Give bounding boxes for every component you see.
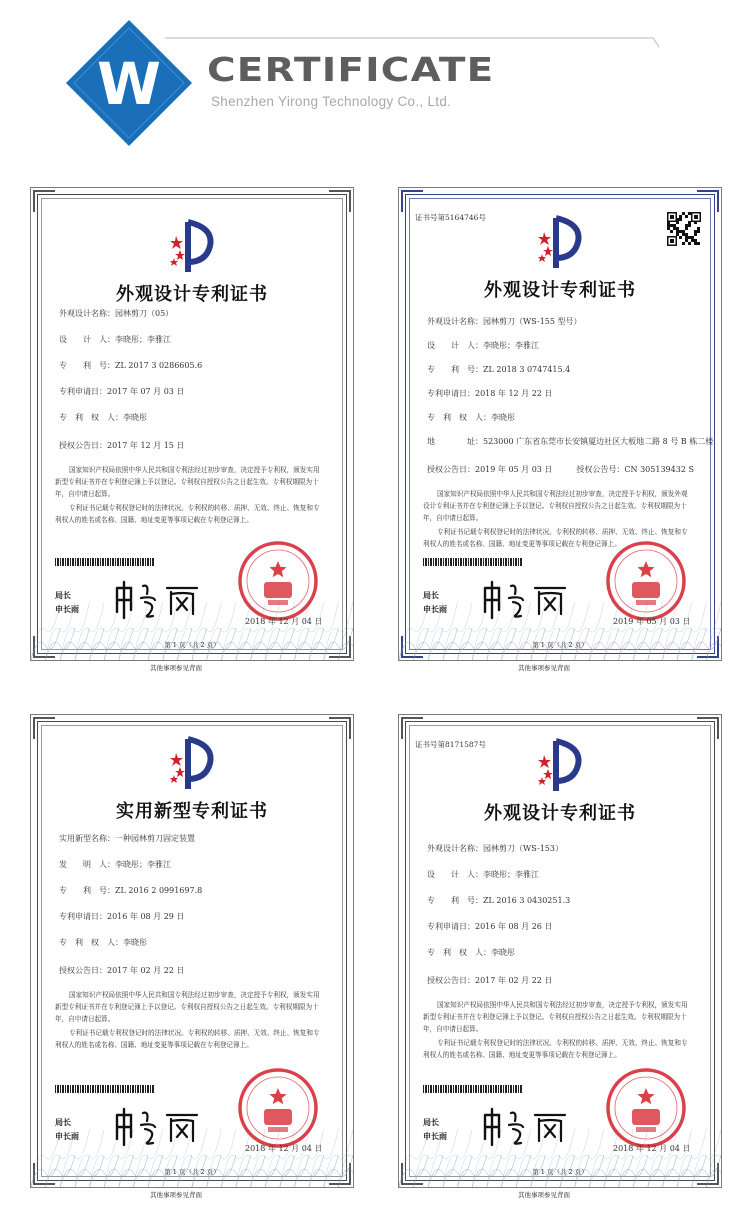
certificate-number: 证书号第8171587号 — [415, 740, 486, 749]
page-number: 第 1 页（共 2 页） — [164, 1168, 220, 1176]
certificate-field: 地 址：523000 广东省东莞市长安镇厦边社区大板地二路 8 号 B 栋二楼 — [427, 437, 714, 446]
frame-corner — [33, 190, 55, 212]
barcode — [55, 558, 155, 566]
barcode — [423, 558, 523, 566]
certificate-paragraph: 国家知识产权局依照中华人民共和国专利法经过初步审查，决定授予专利权，颁发实用新型专利证书并在专利登记簿上予以登记。专利权自授权公告之日起生效。专利权期限为十年，自申请日起算。 — [55, 991, 320, 1023]
handwritten-signature — [113, 580, 203, 620]
official-seal — [605, 1067, 687, 1149]
certificate-field: 专 利 号：ZL 2018 3 0747415.4 — [427, 365, 571, 374]
seal-date: 2018 年 12 月 04 日 — [245, 1144, 323, 1153]
certificate-field: 外观设计名称：园林剪刀（WS-155 型号） — [427, 317, 582, 326]
frame-corner — [401, 717, 423, 739]
header-rule — [165, 37, 660, 49]
certificate-paragraph: 专利证书记载专利权登记时的法律状况。专利权的转移、质押、无效、终止、恢复和专利权人的姓名或名称、国籍、地址变更等事项记载在专利登记簿上。 — [423, 528, 688, 548]
certificate-number: 证书号第5164746号 — [415, 213, 486, 222]
certificate-field: 专利申请日：2017 年 07 月 03 日 — [59, 387, 185, 396]
signatory-name: 申长雨 — [55, 605, 79, 614]
certificate-field: 设 计 人：李晓彤；李雅江 — [427, 341, 539, 350]
handwritten-signature — [113, 1107, 203, 1147]
certificate-paragraph: 专利证书记载专利权登记时的法律状况。专利权的转移、质押、无效、终止、恢复和专利权人的姓名或名称、国籍、地址变更等事项记载在专利登记簿上。 — [55, 1029, 320, 1049]
certificate-field: 实用新型名称：一种园林剪刀固定装置 — [59, 834, 195, 843]
certificate-field: 授权公告日：2019 年 05 月 03 日 授权公告号：CN 305139432 S — [427, 465, 694, 474]
see-reverse-note: 其他事项参见背面 — [518, 1191, 570, 1199]
page-number: 第 1 页（共 2 页） — [164, 641, 220, 649]
signatory-title: 局长 — [423, 591, 439, 600]
certificate-field: 专利申请日：2018 年 12 月 22 日 — [427, 389, 553, 398]
certificate-field: 专 利 权 人：李晓彤 — [59, 938, 147, 947]
patent-certificate — [398, 187, 722, 661]
patent-certificate — [30, 187, 354, 661]
signatory-name: 申长雨 — [55, 1132, 79, 1141]
logo-letter: W — [97, 50, 161, 118]
patent-office-emblem-icon — [538, 737, 584, 795]
certificate-field: 授权公告日：2017 年 02 月 22 日 — [59, 966, 185, 975]
certificate-field: 专 利 号：ZL 2016 3 0430251.3 — [427, 896, 571, 905]
signatory-name: 申长雨 — [423, 1132, 447, 1141]
seal-date: 2018 年 12 月 04 日 — [245, 617, 323, 626]
see-reverse-note: 其他事项参见背面 — [150, 1191, 202, 1199]
patent-certificate — [398, 714, 722, 1188]
signatory-title: 局长 — [423, 1118, 439, 1127]
see-reverse-note: 其他事项参见背面 — [518, 664, 570, 672]
qr-code-icon — [667, 212, 701, 246]
frame-corner — [697, 190, 719, 212]
certificate-field: 专利申请日：2016 年 08 月 26 日 — [427, 922, 553, 931]
certificate-title: 实用新型专利证书 — [116, 801, 268, 822]
frame-corner — [329, 190, 351, 212]
certificate-paragraph: 专利证书记载专利权登记时的法律状况。专利权的转移、质押、无效、终止、恢复和专利权人的姓名或名称、国籍、地址变更等事项记载在专利登记簿上。 — [423, 1039, 688, 1059]
certificate-paragraph: 专利证书记载专利权登记时的法律状况。专利权的转移、质押、无效、终止、恢复和专利权人的姓名或名称、国籍、地址变更等事项记载在专利登记簿上。 — [55, 504, 320, 524]
patent-office-emblem-icon — [170, 735, 216, 793]
signatory-title: 局长 — [55, 591, 71, 600]
signatory-name: 申长雨 — [423, 605, 447, 614]
page-number: 第 1 页（共 2 页） — [532, 641, 588, 649]
frame-corner — [33, 717, 55, 739]
certificate-field: 专 利 权 人：李晓彤 — [59, 413, 147, 422]
certificate-heading: CERTIFICATE — [207, 50, 495, 89]
patent-certificate — [30, 714, 354, 1188]
certificate-field: 专 利 号：ZL 2016 2 0991697.8 — [59, 886, 203, 895]
certificate-field: 授权公告日：2017 年 12 月 15 日 — [59, 441, 185, 450]
certificate-field: 专 利 权 人：李晓彤 — [427, 948, 515, 957]
certificate-field: 专 利 号：ZL 2017 3 0286605.6 — [59, 361, 203, 370]
certificate-paragraph: 国家知识产权局依照中华人民共和国专利法经过初步审查，决定授予专利权，颁发实用新型专利证书并在专利登记簿上予以登记。专利权自授权公告之日起生效。专利权期限为十年，自申请日起算。 — [423, 1001, 688, 1033]
signatory-title: 局长 — [55, 1118, 71, 1127]
certificate-field: 设 计 人：李晓彤；李雅江 — [427, 870, 539, 879]
certificate-field: 设 计 人：李晓彤；李雅江 — [59, 335, 171, 344]
official-seal — [237, 1067, 319, 1149]
frame-corner — [697, 717, 719, 739]
certificate-title: 外观设计专利证书 — [484, 803, 636, 824]
certificate-field: 外观设计名称：园林剪刀（05） — [59, 309, 174, 318]
company-name: Shenzhen Yirong Technology Co., Ltd. — [211, 94, 452, 109]
certificate-paragraph: 国家知识产权局依照中华人民共和国专利法经过初步审查，决定授予专利权，颁发实用新型专利证书并在专利登记簿上予以登记。专利权自授权公告之日起生效。专利权期限为十年，自申请日起算。 — [55, 466, 320, 498]
seal-date: 2018 年 12 月 04 日 — [613, 1144, 691, 1153]
handwritten-signature — [481, 1107, 571, 1147]
certificate-title: 外观设计专利证书 — [484, 280, 636, 301]
certificate-field: 外观设计名称：园林剪刀（WS-153） — [427, 844, 563, 853]
handwritten-signature — [481, 580, 571, 620]
page-header — [0, 0, 750, 170]
certificate-title: 外观设计专利证书 — [116, 284, 268, 305]
barcode — [423, 1085, 523, 1093]
certificate-field: 专 利 权 人：李晓彤 — [427, 413, 515, 422]
seal-date: 2019 年 05 月 03 日 — [613, 617, 691, 626]
barcode — [55, 1085, 155, 1093]
certificate-field: 专利申请日：2016 年 08 月 29 日 — [59, 912, 185, 921]
certificate-field: 授权公告日：2017 年 02 月 22 日 — [427, 976, 553, 985]
frame-corner — [329, 717, 351, 739]
official-seal — [605, 540, 687, 622]
see-reverse-note: 其他事项参见背面 — [150, 664, 202, 672]
patent-office-emblem-icon — [170, 218, 216, 276]
frame-corner — [401, 190, 423, 212]
certificate-paragraph: 国家知识产权局依照中华人民共和国专利法经过初步审查，决定授予专利权，颁发外观设计专利证书并在专利登记簿上予以登记。专利权自授权公告之日起生效。专利权期限为十年，自申请日起算。 — [423, 490, 688, 522]
page-number: 第 1 页（共 2 页） — [532, 1168, 588, 1176]
patent-office-emblem-icon — [538, 214, 584, 272]
certificate-field: 发 明 人：李晓彤；李雅江 — [59, 860, 171, 869]
official-seal — [237, 540, 319, 622]
